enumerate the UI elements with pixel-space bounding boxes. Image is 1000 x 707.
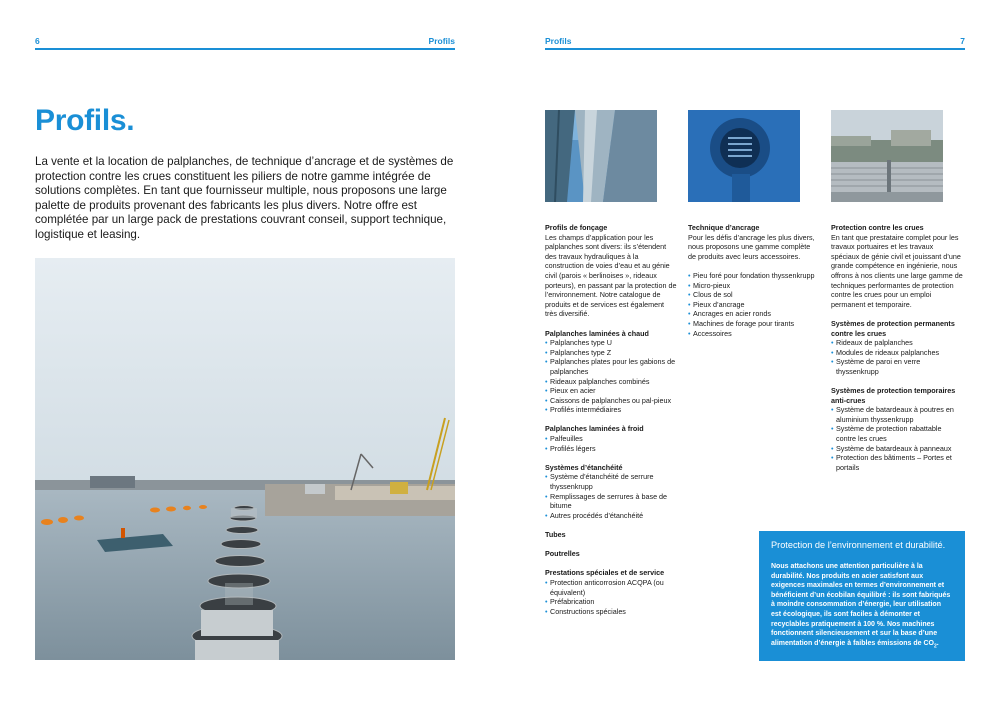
infobox-body: Nous attachons une attention particulière à la durabilité. Nos produits en acier satisfont aux exigences maximales en termes d’environnement et bénéficient d’un écobilan équilibré : ils sont fabriqués à moindre consommation d’énergie, leur utilisation est écologique, ils sont faciles à démonter et recyclables pratiquement à 100 %. Nos machines fonctionnent silencieusement et sur la base d’une alimentation d’énergie à faibles émissions de CO [771,563,951,647]
column-profils [545,223,677,616]
list-item: • Remplissages de serrures à base de bitume [545,492,677,511]
list-item: • Rideaux palplanches combinés [545,377,677,387]
header-rule [35,48,455,50]
list-item: • Machines de forage pour tirants [688,319,820,329]
block-heading: Profils de fonçage [545,223,608,232]
list-item: • Profilés intermédiaires [545,405,677,415]
page-title: Profils. [35,104,135,137]
infobox-title: Protection de l’environnement et durabilité. [771,540,946,550]
sheet-piles-photo [545,110,657,202]
bullet-list [545,472,677,520]
list-item: • Constructions spéciales [545,607,677,617]
list-item: • Pieux d’ancrage [688,300,820,310]
bullet-list [831,338,963,376]
page-number: 7 [960,36,965,46]
flood-barrier-photo [831,110,943,202]
harbor-photo [35,258,455,660]
list-item: • Micro-pieux [688,281,820,291]
intro-paragraph: La vente et la location de palplanches, de technique d’ancrage et de systèmes de protection contre les crues constituent les piliers de notre gamme intégrée de solutions complètes. En tant que fournisseur multiple, nous proposons une large palette de produits provenant des fabricants les plus divers. Notre offre est complétée par un large pack de prestations couvrant conseil, support technique, logistique et leasing. [35,155,454,241]
bullet-list [831,405,963,472]
block-heading: Palplanches laminées à chaud [545,328,649,338]
block-text: En tant que prestataire complet pour les travaux portuaires et les travaux spéciaux de génie civil et jouissant d’une grande compétence en ingénierie, nous offrons à nos clients une large gamme de techniques performantes de protection contre les crues pour un emploi permanent et temporaire. [831,232,963,309]
sustainability-infobox [759,531,965,661]
block-heading: Protection contre les crues [831,223,924,232]
list-item: • Protection des bâtiments – Portes et portails [831,453,963,472]
list-item: • Modules de rideaux palplanches [831,348,963,358]
list-item: • Profilés légers [545,444,677,454]
header-rule [545,48,965,50]
list-item: • Palplanches plates pour les gabions de palplanches [545,357,677,376]
section-label: Profils [545,36,572,46]
infobox-text [771,562,953,652]
block-heading: Tubes [545,530,566,539]
list-item: • Pieu foré pour fondation thyssenkrupp [688,271,820,281]
list-item: • Système de batardeaux à poutres en aluminium thyssenkrupp [831,405,963,424]
block-heading: Palplanches laminées à froid [545,424,644,434]
block-heading: Systèmes de protection temporaires anti-crues [831,386,956,405]
list-item: • Clous de sol [688,290,820,300]
list-item: • Palplanches type Z [545,348,677,358]
list-item: • Pieux en acier [545,386,677,396]
bullet-list [545,434,677,453]
block-heading: Poutrelles [545,549,580,559]
list-item: • Rideaux de palplanches [831,338,963,348]
bullet-list [545,338,677,415]
list-item: • Préfabrication [545,597,677,607]
block-heading: Systèmes d’étanchéité [545,462,623,472]
block-heading: Technique d’ancrage [688,223,760,232]
list-item: • Autres procédés d’étanchéité [545,511,677,521]
infobox-suffix: . [936,639,939,647]
block-heading: Systèmes de protection permanents contre les crues [831,318,955,338]
list-item: • Système de protection rabattable contre les crues [831,424,963,443]
list-item: • Système d’étanchéité de serrure thyssenkrupp [545,472,677,491]
co2-subscript: 2 [934,643,937,650]
column-flood-protection [831,223,963,472]
section-label: Profils [428,36,455,46]
anchor-drill-photo [688,110,800,202]
list-item: • Palfeuilles [545,434,677,444]
list-item: • Accessoires [688,329,820,339]
list-item: • Système de paroi en verre thyssenkrupp [831,357,963,376]
list-item: • Palplanches type U [545,338,677,348]
list-item: • Ancrages en acier ronds [688,309,820,319]
block-heading: Prestations spéciales et de service [545,568,665,578]
page-number: 6 [35,36,40,46]
block-text: Pour les défis d’ancrage les plus divers, nous proposons une gamme complète de produits avec leurs accessoires. [688,232,815,261]
block-text: Les champs d’application pour les palplanches sont divers: ils s’étendent des travaux hydrauliques à la construction de voies d’eau et au génie civil (parois « berlinoises », rideaux porteurs), en passant par la protection de l’environnement. Notre catalogue de produits et de services est également très diversifié. [545,232,677,319]
bullet-list [688,271,820,338]
bullet-list [545,578,677,616]
list-item: • Système de batardeaux à panneaux [831,444,963,454]
column-anchoring [688,223,820,338]
list-item: • Protection anticorrosion ACQPA (ou équivalent) [545,578,677,597]
list-item: • Caissons de palplanches ou pal-pieux [545,396,677,406]
